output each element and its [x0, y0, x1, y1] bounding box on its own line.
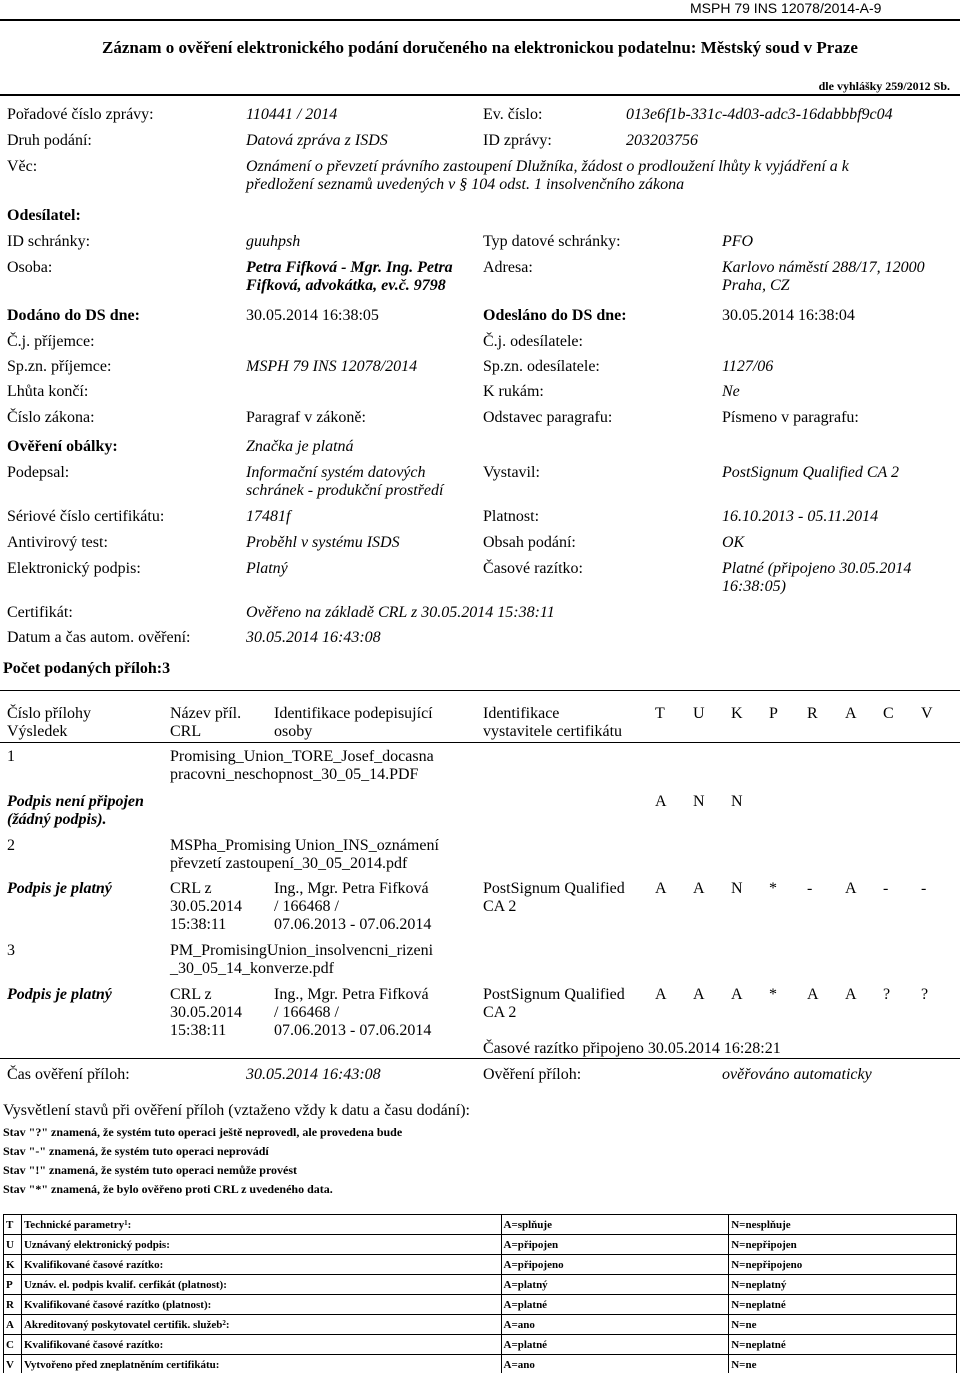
- datum-value: 30.05.2014 16:43:08: [246, 629, 381, 646]
- attachments-header-rule: [0, 742, 960, 743]
- item2-signer-line3: 07.06.2013 - 07.06.2014: [274, 916, 432, 933]
- razitko-line2: 16:38:05): [722, 578, 786, 595]
- item3-crl-line1: CRL z: [170, 986, 212, 1003]
- head-cislo: Číslo přílohy: [7, 705, 92, 722]
- serial-label: Sériové číslo certifikátu:: [7, 508, 165, 525]
- legend-line-question: Stav "?" znamená, že systém tuto operaci ještě neprovedl, ale provedena bude: [3, 1125, 403, 1139]
- osoba-line1: Petra Fifková - Mgr. Ing. Petra: [246, 259, 453, 276]
- id-schranky-value: guuhpsh: [246, 233, 301, 250]
- header-rule: [0, 19, 960, 21]
- flag-header-r: R: [807, 705, 818, 722]
- footnote-mark: 2: [222, 1318, 226, 1327]
- head-ident: Identifikace podepisující: [274, 705, 433, 722]
- podepsal-line2: schránek - produkční prostředí: [246, 482, 444, 499]
- code-description: Kvalifikované časové razítko (platnost):: [21, 1295, 501, 1315]
- obsah-label: Obsah podání:: [483, 534, 576, 551]
- code-row-a: [4, 1315, 957, 1335]
- title-rule: [0, 94, 960, 96]
- podepsal-line1: Informační systém datových: [246, 464, 426, 481]
- item1-flag-k: N: [731, 793, 743, 810]
- flag-header-v: V: [921, 705, 933, 722]
- vec-line2: předložení seznamů uvedených v § 104 odst. 1 insolvenčního zákona: [246, 176, 685, 193]
- code-letter: C: [4, 1335, 22, 1355]
- odstavec-label: Odstavec paragrafu:: [483, 409, 613, 426]
- code-yes: A=ano: [501, 1315, 729, 1335]
- item1-filename-line1: Promising_Union_TORE_Josef_docasna: [170, 748, 434, 765]
- poradove-value: 110441 / 2014: [246, 106, 338, 123]
- item2-flag-a: A: [845, 880, 857, 897]
- znacka-value: Značka je platná: [246, 438, 354, 455]
- legend-line-dash: Stav "-" znamená, že systém tuto operaci neprovádí: [3, 1144, 269, 1158]
- code-description: Uznávaný elektronický podpis:: [21, 1235, 501, 1255]
- code-no: N=neplatné: [729, 1335, 957, 1355]
- code-row-t: [4, 1215, 957, 1235]
- vec-line1: Oznámení o převzetí právního zastoupení Dlužníka, žádost o prodloužení lhůty k vyjádření a k: [246, 158, 849, 175]
- cert-label: Certifikát:: [7, 604, 73, 621]
- code-no: N=nepřipojen: [729, 1235, 957, 1255]
- code-row-u: [4, 1235, 957, 1255]
- flag-header-c: C: [883, 705, 894, 722]
- item1-number: 1: [7, 748, 15, 765]
- item3-signer-line1: Ing., Mgr. Petra Fifková: [274, 986, 429, 1003]
- osoba-label: Osoba:: [7, 259, 53, 276]
- page-title: Záznam o ověření elektronického podání doručeného na elektronickou podatelnu: Městský soud v Praze: [102, 38, 858, 57]
- code-row-r: [4, 1295, 957, 1315]
- overeni-priloh-value: ověřováno automaticky: [722, 1066, 872, 1083]
- item3-signer-line3: 07.06.2013 - 07.06.2014: [274, 1022, 432, 1039]
- code-description: [21, 1215, 501, 1235]
- code-row-v: [4, 1355, 957, 1373]
- flag-header-p: P: [769, 705, 778, 722]
- item2-issuer-line1: PostSignum Qualified: [483, 880, 625, 897]
- item2-number: 2: [7, 837, 15, 854]
- item3-flag-v: ?: [921, 986, 929, 1003]
- code-no: N=ne: [729, 1315, 957, 1335]
- code-letter: T: [4, 1215, 22, 1235]
- item3-flag-r: A: [807, 986, 819, 1003]
- dodano-label: Dodáno do DS dne:: [7, 307, 140, 324]
- item2-crl-line2: 30.05.2014: [170, 898, 242, 915]
- code-row-c: [4, 1335, 957, 1355]
- flag-header-t: T: [655, 705, 665, 722]
- lhuta-label: Lhůta končí:: [7, 383, 89, 400]
- item2-flag-k: N: [731, 880, 743, 897]
- obsah-value: OK: [722, 534, 745, 551]
- item3-flag-k: A: [731, 986, 743, 1003]
- code-no: N=nesplňuje: [729, 1215, 957, 1235]
- code-yes: A=platné: [501, 1335, 729, 1355]
- head-crl: CRL: [170, 723, 202, 740]
- epodpis-value: Platný: [246, 560, 288, 577]
- item3-signer-line2: / 166468 /: [274, 1004, 339, 1021]
- druh-value: Datová zpráva z ISDS: [246, 132, 388, 149]
- head-nazev: Název příl.: [170, 705, 242, 722]
- id-schranky-label: ID schránky:: [7, 233, 91, 250]
- flag-header-u: U: [693, 705, 705, 722]
- head-ident-2: osoby: [274, 723, 313, 740]
- item3-issuer-line1: PostSignum Qualified: [483, 986, 625, 1003]
- item2-flag-r: -: [807, 880, 813, 897]
- footnote-mark: 1: [124, 1218, 128, 1227]
- serial-value: 17481f: [246, 508, 291, 525]
- code-letter: U: [4, 1235, 22, 1255]
- antivir-value: Proběhl v systému ISDS: [246, 534, 400, 551]
- razitko-label: Časové razítko:: [483, 560, 583, 577]
- idzpravy-value: 203203756: [626, 132, 698, 149]
- paragraf-label: Paragraf v zákoně:: [246, 409, 366, 426]
- flag-header-k: K: [731, 705, 743, 722]
- status-codes-table: [3, 1214, 957, 1373]
- cj-odesilatele-label: Č.j. odesílatele:: [483, 333, 583, 350]
- item3-crl-line3: 15:38:11: [170, 1022, 227, 1039]
- regulation-note: dle vyhlášky 259/2012 Sb.: [818, 79, 950, 93]
- antivir-label: Antivirový test:: [7, 534, 108, 551]
- podepsal-label: Podepsal:: [7, 464, 70, 481]
- cas-overeni-label: Čas ověření příloh:: [7, 1066, 130, 1083]
- code-letter: V: [4, 1355, 22, 1373]
- code-description: Kvalifikované časové razítko:: [21, 1335, 501, 1355]
- typ-schranky-label: Typ datové schránky:: [483, 233, 621, 250]
- item2-flag-u: A: [693, 880, 705, 897]
- code-row-k: [4, 1255, 957, 1275]
- attachments-top-rule: [0, 690, 960, 691]
- item3-flag-a: A: [845, 986, 857, 1003]
- krukam-label: K rukám:: [483, 383, 544, 400]
- attachments-bottom-rule: [0, 1058, 960, 1059]
- code-label: Technické parametry: [23, 1218, 125, 1231]
- zakon-label: Číslo zákona:: [7, 409, 95, 426]
- adresa-line2: Praha, CZ: [722, 277, 790, 294]
- legend-line-exclamation: Stav "!" znamená, že systém tuto operaci nemůže provést: [3, 1163, 298, 1177]
- item3-number: 3: [7, 942, 15, 959]
- item3-flag-u: A: [693, 986, 705, 1003]
- legend-intro: Vysvětlení stavů při ověření příloh (vztaženo vždy k datu a času dodání):: [3, 1102, 470, 1119]
- item3-flag-c: ?: [883, 986, 891, 1003]
- code-letter: K: [4, 1255, 22, 1275]
- attachments-count: Počet podaných příloh:3: [3, 660, 171, 677]
- item3-result: Podpis je platný: [7, 986, 112, 1003]
- adresa-label: Adresa:: [483, 259, 533, 276]
- code-no: N=neplatné: [729, 1295, 957, 1315]
- code-row-p: [4, 1275, 957, 1295]
- vec-label: Věc:: [7, 158, 38, 175]
- code-letter: A: [4, 1315, 22, 1335]
- adresa-line1: Karlovo náměstí 288/17, 12000: [722, 259, 925, 276]
- spzn-prijemce-value: MSPH 79 INS 12078/2014: [246, 358, 418, 375]
- vystavil-label: Vystavil:: [483, 464, 540, 481]
- cert-value: Ověřeno na základě CRL z 30.05.2014 15:38:11: [246, 604, 555, 621]
- razitko-line1: Platné (připojeno 30.05.2014: [722, 560, 912, 577]
- item2-crl-line1: CRL z: [170, 880, 212, 897]
- ev-value: 013e6f1b-331c-4d03-adc3-16dabbbf9c04: [626, 106, 893, 123]
- poradove-label: Pořadové číslo zprávy:: [7, 106, 154, 123]
- odeslano-value: 30.05.2014 16:38:04: [722, 307, 855, 324]
- overeni-priloh-label: Ověření příloh:: [483, 1066, 582, 1083]
- dodano-value: 30.05.2014 16:38:05: [246, 307, 379, 324]
- cas-overeni-value: 30.05.2014 16:43:08: [246, 1066, 381, 1083]
- document-id: MSPH 79 INS 12078/2014-A-9: [690, 0, 882, 16]
- item2-flag-t: A: [655, 880, 667, 897]
- cj-prijemce-label: Č.j. příjemce:: [7, 333, 95, 350]
- code-label-suffix: :: [127, 1218, 132, 1231]
- item3-issuer-line2: CA 2: [483, 1004, 517, 1021]
- code-description: Kvalifikované časové razítko:: [21, 1255, 501, 1275]
- item2-flag-c: -: [883, 880, 889, 897]
- item3-filename-line1: PM_PromisingUnion_insolvencni_rizeni: [170, 942, 434, 959]
- item3-flag-p: *: [769, 986, 777, 1003]
- code-letter: P: [4, 1275, 22, 1295]
- flag-header-a: A: [845, 705, 857, 722]
- item2-filename-line1: MSPha_Promising Union_INS_oznámení: [170, 837, 439, 854]
- item2-signer-line2: / 166468 /: [274, 898, 339, 915]
- code-yes: A=platné: [501, 1295, 729, 1315]
- item1-flag-t: A: [655, 793, 667, 810]
- datum-label: Datum a čas autom. ověření:: [7, 629, 191, 646]
- spzn-odesilatele-label: Sp.zn. odesílatele:: [483, 358, 600, 375]
- sender-heading: Odesílatel:: [7, 207, 81, 224]
- item2-result: Podpis je platný: [7, 880, 112, 897]
- head-vystavitel-2: vystavitele certifikátu: [483, 723, 623, 740]
- code-description: Vytvořeno před zneplatněním certifikátu:: [21, 1355, 501, 1373]
- code-yes: A=splňuje: [501, 1215, 729, 1235]
- code-letter: R: [4, 1295, 22, 1315]
- item2-crl-line3: 15:38:11: [170, 916, 227, 933]
- odeslano-label: Odesláno do DS dne:: [483, 307, 627, 324]
- item2-flag-p: *: [769, 880, 777, 897]
- epodpis-label: Elektronický podpis:: [7, 560, 141, 577]
- platnost-value: 16.10.2013 - 05.11.2014: [722, 508, 879, 525]
- item3-filename-line2: _30_05_14_konverze.pdf: [170, 960, 334, 977]
- item1-result-line1: Podpis není připojen: [7, 793, 144, 810]
- item1-flag-u: N: [693, 793, 705, 810]
- item3-flag-t: A: [655, 986, 667, 1003]
- typ-schranky-value: PFO: [722, 233, 754, 250]
- druh-label: Druh podání:: [7, 132, 92, 149]
- osoba-line2: Fifková, advokátka, ev.č. 9798: [246, 277, 446, 294]
- idzpravy-label: ID zprávy:: [483, 132, 552, 149]
- code-yes: A=platný: [501, 1275, 729, 1295]
- item1-filename-line2: pracovni_neschopnost_30_05_14.PDF: [170, 766, 419, 783]
- pismeno-label: Písmeno v paragrafu:: [722, 409, 859, 426]
- item2-signer-line1: Ing., Mgr. Petra Fifková: [274, 880, 429, 897]
- item1-result-line2: (žádný podpis).: [7, 811, 107, 828]
- platnost-label: Platnost:: [483, 508, 540, 525]
- item2-flag-v: -: [921, 880, 927, 897]
- code-yes: A=ano: [501, 1355, 729, 1373]
- item2-filename-line2: převzetí zastoupení_30_05_2014.pdf: [170, 855, 408, 872]
- code-no: N=ne: [729, 1355, 957, 1373]
- legend-line-star: Stav "*" znamená, že bylo ověřeno proti CRL z uvedeného data.: [3, 1182, 333, 1196]
- code-yes: A=připojeno: [501, 1255, 729, 1275]
- spzn-odesilatele-value: 1127/06: [722, 358, 774, 375]
- head-vystavitel: Identifikace: [483, 705, 560, 722]
- code-label: Akreditovaný poskytovatel certifik. služeb: [23, 1318, 223, 1331]
- item3-timestamp: Časové razítko připojeno 30.05.2014 16:28:21: [483, 1040, 781, 1057]
- spzn-prijemce-label: Sp.zn. příjemce:: [7, 358, 112, 375]
- head-vysledek: Výsledek: [7, 723, 68, 740]
- code-description: [21, 1315, 501, 1335]
- code-yes: A=připojen: [501, 1235, 729, 1255]
- code-no: N=neplatný: [729, 1275, 957, 1295]
- code-no: N=nepřipojeno: [729, 1255, 957, 1275]
- envelope-heading: Ověření obálky:: [7, 438, 118, 455]
- ev-label: Ev. číslo:: [483, 106, 543, 123]
- item3-crl-line2: 30.05.2014: [170, 1004, 242, 1021]
- code-description: Uznáv. el. podpis kvalif. cerfikát (platnost):: [21, 1275, 501, 1295]
- krukam-value: Ne: [722, 383, 740, 400]
- item2-issuer-line2: CA 2: [483, 898, 517, 915]
- vystavil-value: PostSignum Qualified CA 2: [722, 464, 900, 481]
- code-label-suffix: :: [225, 1318, 230, 1331]
